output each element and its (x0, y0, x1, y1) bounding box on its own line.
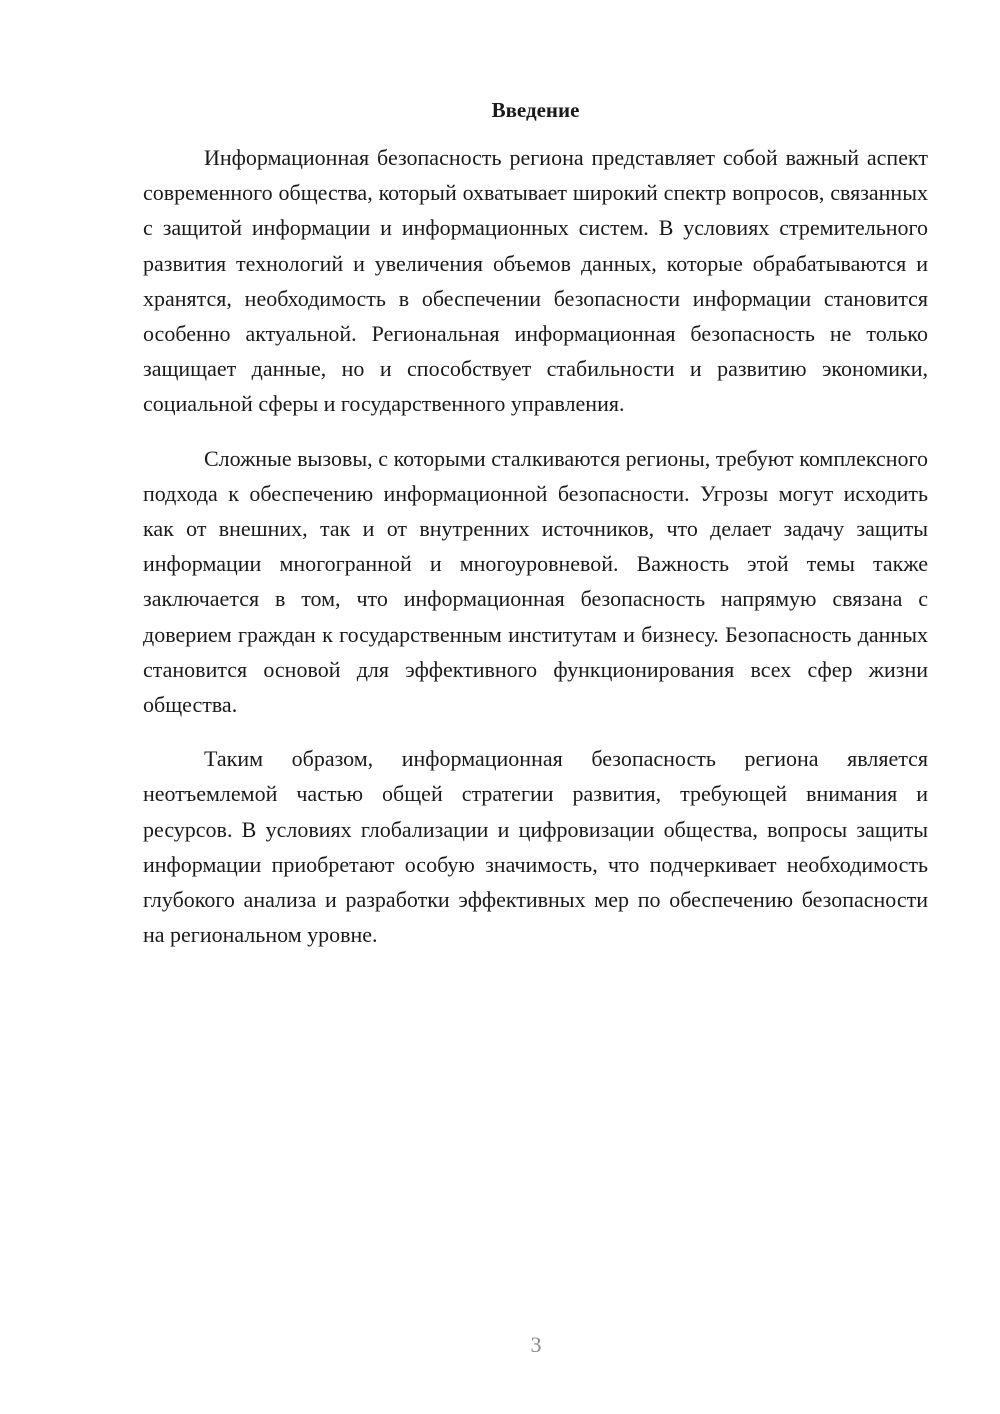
page-content (143, 92, 928, 971)
paragraph-1: Информационная безопасность региона представляет собой важный аспект современного общества, который охватывает широкий спектр вопросов, связанных с защитой информации и информационных систем. В условиях стремительного развития технологий и увеличения объемов данных, которые обрабатываются и хранятся, необходимость в обеспечении безопасности информации становится особенно актуальной. Региональная информационная безопасность не только защищает данные, но и способствует стабильности и развитию экономики, социальной сферы и государственного управления. (143, 145, 928, 417)
section-title: Введение (491, 98, 580, 122)
page-number: 3 (530, 1332, 542, 1357)
paragraph-3: Таким образом, информационная безопасность региона является неотъемлемой частью общей стратегии развития, требующей внимания и ресурсов. В условиях глобализации и цифровизации общества, вопросы защиты информации приобретают особую значимость, что подчеркивает необходимость глубокого анализа и разработки эффективных мер по обеспечению безопасности на региональном уровне. (143, 746, 928, 948)
paragraph-2: Сложные вызовы, с которыми сталкиваются регионы, требуют комплексного подхода к обеспечению информационной безопасности. Угрозы могут исходить как от внешних, так и от внутренних источников, что делает задачу защиты информации многогранной и многоуровневой. Важность этой темы также заключается в том, что информационная безопасность напрямую связана с доверием граждан к государственным институтам и бизнесу. Безопасность данных становится основой для эффективного функционирования всех сфер жизни общества. (143, 445, 928, 718)
